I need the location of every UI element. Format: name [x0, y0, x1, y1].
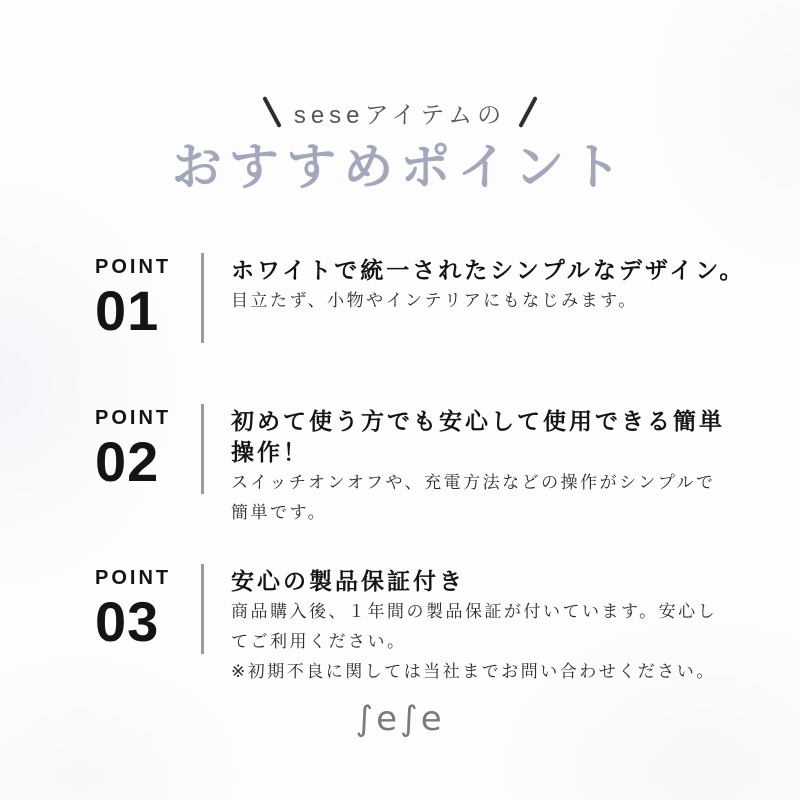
- point-label: POINT: [95, 567, 172, 589]
- slash-decoration-icon: [518, 96, 537, 128]
- point-row-03: [95, 566, 800, 687]
- point-03-label-block: [95, 566, 201, 653]
- point-number: 03: [95, 590, 160, 653]
- point-body: 目立たず、小物やインテリアにもなじみます。: [231, 291, 638, 310]
- point-number: 02: [95, 430, 160, 493]
- points-list: [95, 255, 800, 687]
- point-label: POINT: [95, 256, 172, 278]
- point-body: スイッチオンオフや、充電方法などの操作がシンプルで: [231, 473, 716, 492]
- point-title: 初めて使う方でも安心して使用できる簡単: [231, 408, 725, 434]
- point-row-02: [95, 406, 800, 528]
- point-label: POINT: [95, 407, 172, 429]
- header-tagline: [0, 93, 800, 131]
- point-title-line-2: 操作！: [231, 439, 309, 465]
- sese-logo: ∫e∫e: [355, 699, 445, 739]
- point-body-line-2: てご利用ください。: [231, 632, 407, 651]
- point-01-text: [204, 255, 745, 316]
- point-row-01: [95, 255, 800, 343]
- backslash-decoration-icon: [262, 96, 281, 128]
- point-body: 商品購入後、１年間の製品保証が付いています。安心し: [231, 602, 718, 621]
- tagline-text: seseアイテムの: [293, 101, 507, 129]
- page-title: おすすめポイント: [171, 139, 629, 195]
- point-title: ホワイトで統一されたシンプルなデザイン。: [231, 257, 746, 283]
- header: [0, 0, 800, 193]
- point-note: ※初期不良に関しては当社までお問い合わせください。: [231, 662, 716, 681]
- point-02-label-block: [95, 406, 201, 493]
- point-01-label-block: [95, 255, 201, 342]
- point-title: 安心の製品保証付き: [231, 568, 465, 594]
- point-03-text: [204, 566, 717, 687]
- point-number: 01: [95, 279, 160, 342]
- point-02-text: [204, 406, 725, 528]
- point-body-line-2: 簡単です。: [231, 503, 328, 522]
